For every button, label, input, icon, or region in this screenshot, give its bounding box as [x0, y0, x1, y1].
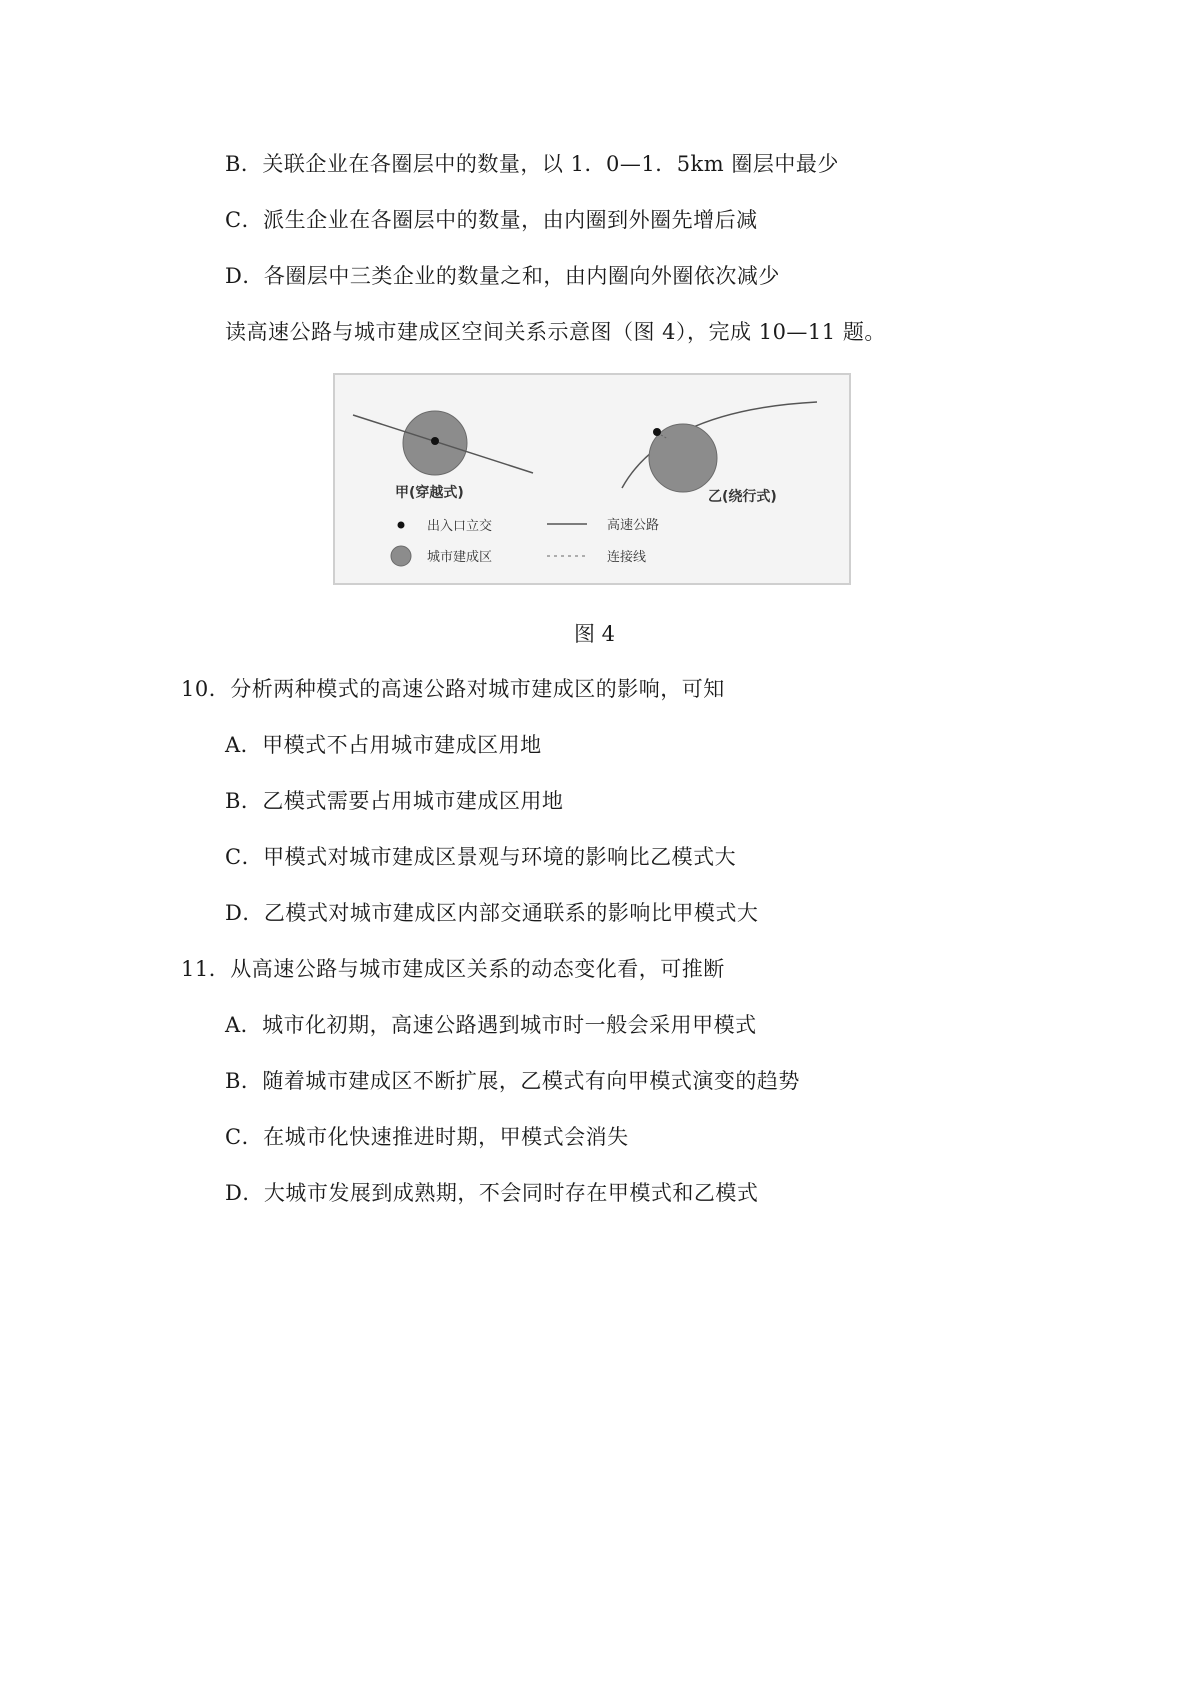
figure-4-diagram	[333, 373, 851, 585]
legend-highway-label: 高速公路	[607, 518, 660, 533]
q11-option-a: A．城市化初期，高速公路遇到城市时一般会采用甲模式	[225, 1013, 757, 1037]
figure-intro: 读高速公路与城市建成区空间关系示意图（图 4），完成 10—11 题。	[225, 320, 886, 344]
prev-option-b: B．关联企业在各圈层中的数量，以 1．0—1．5km 圈层中最少	[225, 152, 839, 176]
legend-connector-label: 连接线	[607, 550, 647, 565]
q10-option-c: C．甲模式对城市建成区景观与环境的影响比乙模式大	[225, 845, 737, 869]
q10-stem: 10．分析两种模式的高速公路对城市建成区的影响，可知	[181, 677, 725, 701]
q10-option-b: B．乙模式需要占用城市建成区用地	[225, 789, 564, 813]
figure-caption: 图 4	[574, 622, 616, 646]
legend-interchange-label: 出入口立交	[427, 519, 493, 534]
label-jia: 甲(穿越式)	[395, 485, 464, 501]
legend-interchange-icon	[398, 522, 405, 529]
jia-interchange-dot	[431, 437, 439, 445]
q10-option-d: D．乙模式对城市建成区内部交通联系的影响比甲模式大	[225, 901, 759, 925]
label-yi: 乙(绕行式)	[708, 489, 777, 505]
legend-urban-area-label: 城市建成区	[427, 550, 493, 565]
q10-option-a: A．甲模式不占用城市建成区用地	[225, 733, 542, 757]
yi-interchange-dot	[653, 428, 661, 436]
figure-4-svg	[335, 375, 849, 583]
prev-option-c: C．派生企业在各圈层中的数量，由内圈到外圈先增后减	[225, 208, 758, 232]
prev-option-d: D．各圈层中三类企业的数量之和，由内圈向外圈依次减少	[225, 264, 780, 288]
q11-stem: 11．从高速公路与城市建成区关系的动态变化看，可推断	[181, 957, 725, 981]
q11-option-d: D．大城市发展到成熟期，不会同时存在甲模式和乙模式	[225, 1181, 759, 1205]
q11-option-c: C．在城市化快速推进时期，甲模式会消失	[225, 1125, 629, 1149]
legend-urban-area-icon	[391, 546, 411, 566]
q11-option-b: B．随着城市建成区不断扩展，乙模式有向甲模式演变的趋势	[225, 1069, 800, 1093]
